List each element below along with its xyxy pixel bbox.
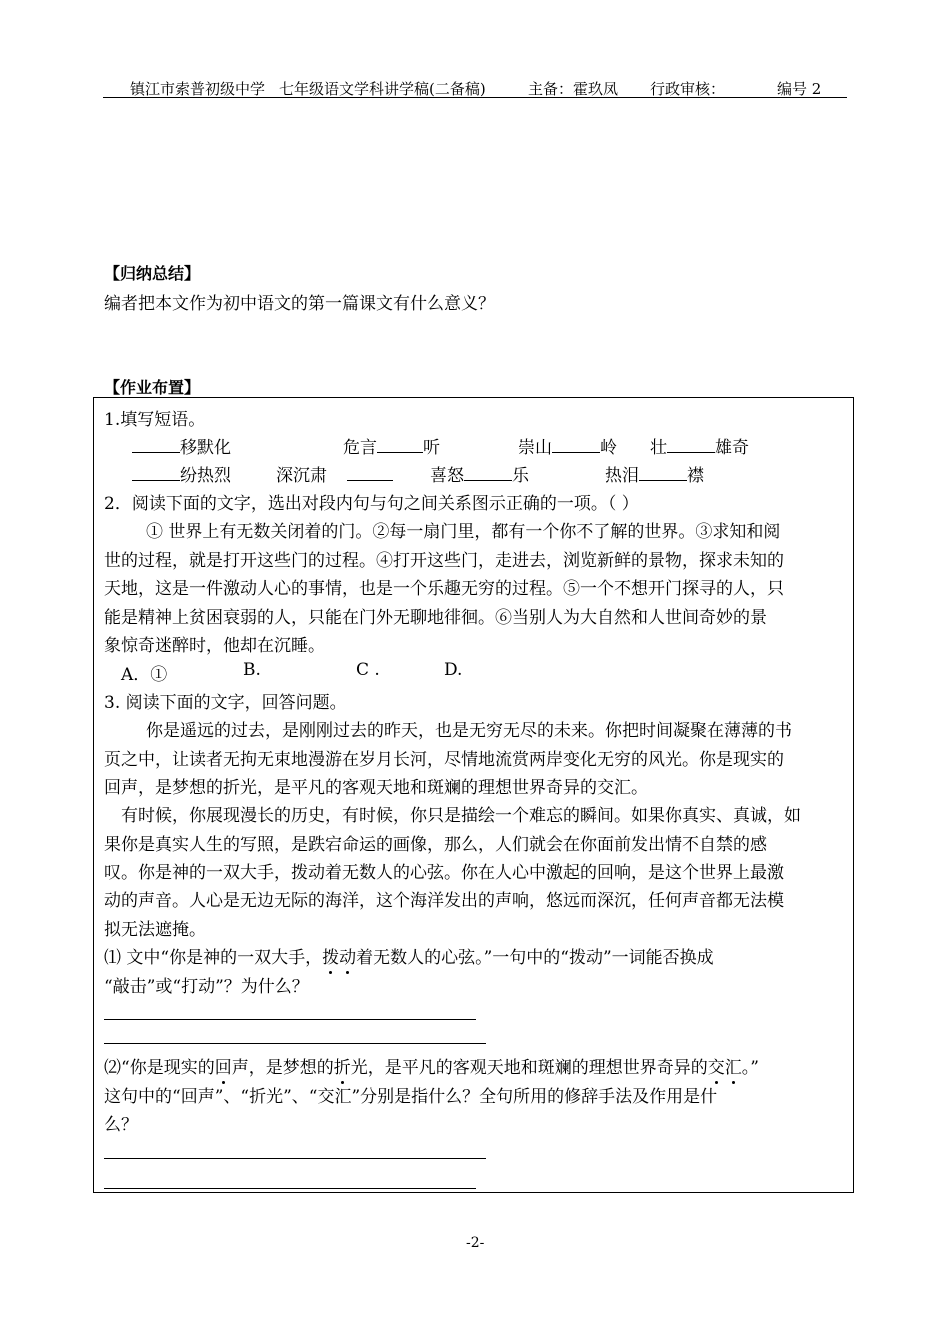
emphasis-char: 回: [214, 1058, 232, 1078]
header-school: 镇江市索普初级中学: [130, 80, 266, 98]
q1-item: 崇山 岭: [518, 438, 617, 458]
emphasis-char: 交: [707, 1058, 725, 1078]
fill-blank[interactable]: [132, 464, 180, 481]
q2-option-a[interactable]: A．①: [121, 665, 168, 685]
q2-line: 象惊奇迷醉时，他却在沉睡。: [104, 636, 325, 656]
header-rule: [103, 97, 847, 98]
summary-question: 编者把本文作为初中语文的第一篇课文有什么意义？: [104, 294, 495, 314]
answer-line[interactable]: [104, 1043, 486, 1044]
q1-item: 喜怒 乐: [430, 466, 529, 486]
q2-option-b[interactable]: B.: [243, 660, 261, 680]
answer-line[interactable]: [104, 1019, 476, 1020]
emphasis-char: 汇: [724, 1058, 742, 1078]
q3-sub2-line2: 这句中的“回声”、“折光”、“交汇”分别是指什么？全句所用的修辞手法及作用是什: [104, 1087, 718, 1107]
q1-item: 危言 听: [343, 438, 440, 458]
q2-option-c[interactable]: C .: [356, 660, 380, 680]
answer-line[interactable]: [104, 1188, 476, 1189]
homework-heading: 【作业布置】: [104, 378, 201, 397]
header-course: 七年级语文学科讲学稿(二备稿): [279, 80, 486, 98]
q3-sub1-line1: ⑴ 文中“你是神的一双大手，拨动着无数人的心弦。”一句中的“拨动”一词能否换成: [104, 948, 714, 968]
emphasis-char: 动: [339, 948, 357, 968]
fill-blank[interactable]: [132, 436, 180, 453]
q1-item: 壮 雄奇: [650, 438, 749, 458]
q3-title: 3. 阅读下面的文字，回答问题。: [104, 693, 347, 713]
fill-blank[interactable]: [464, 464, 512, 481]
fill-blank[interactable]: [639, 464, 687, 481]
q3-sub2-line1: ⑵“你是现实的回声，是梦想的折光，是平凡的客观天地和斑斓的理想世界奇异的交汇。”: [104, 1058, 759, 1078]
q3-para2-line: 拟无法遮掩。: [104, 920, 206, 940]
answer-line[interactable]: [104, 1158, 486, 1159]
q1-title: 1.填写短语。: [104, 410, 206, 430]
emphasis-char: 折: [333, 1058, 351, 1078]
fill-blank[interactable]: [667, 436, 715, 453]
q3-para2-line: 动的声音。人心是无边无际的海洋，这个海洋发出的声响，悠远而深沉，任何声音都无法模: [104, 891, 784, 911]
fill-blank[interactable]: [552, 436, 600, 453]
header-editor: 主备：霍玖凤: [528, 80, 619, 98]
q3-para2-line: 果你是真实人生的写照，是跌宕命运的画像，那么，人们就会在你面前发出情不自禁的感: [104, 835, 767, 855]
q3-para2-line: 有时候，你展现漫长的历史，有时候，你只是描绘一个难忘的瞬间。如果你真实、真诚，如: [121, 806, 801, 826]
header-number: 编号 2: [777, 80, 822, 98]
page-number: -2-: [466, 1235, 485, 1251]
q2-option-d[interactable]: D.: [444, 660, 463, 680]
header-review: 行政审核：: [650, 80, 726, 98]
emphasis-char: 拨: [322, 948, 340, 968]
q1-item: 深沉肃: [276, 461, 393, 486]
q2-line: 能是精神上贫困衰弱的人，只能在门外无聊地徘徊。⑥当别人为大自然和人世间奇妙的景: [104, 608, 767, 628]
q3-para1-line: 回声，是梦想的折光，是平凡的客观天地和斑斓的理想世界奇异的交汇。: [104, 778, 648, 798]
q2-line: ① 世界上有无数关闭着的门。②每一扇门里，都有一个你不了解的世界。③求知和阅: [146, 522, 781, 542]
q2-title: 2．阅读下面的文字，选出对段内句与句之间关系图示正确的一项。（ ）: [104, 494, 639, 514]
summary-heading: 【归纳总结】: [104, 264, 201, 283]
q3-sub1-line2: “敲击”或“打动”？为什么？: [104, 977, 309, 997]
q3-sub2-line3: 么？: [104, 1115, 138, 1135]
q2-line: 天地，这是一件激动人心的事情，也是一个乐趣无穷的过程。⑤一个不想开门探寻的人，只: [104, 579, 784, 599]
q3-para1-line: 你是遥远的过去，是刚刚过去的昨天，也是无穷无尽的未来。你把时间凝聚在薄薄的书: [146, 721, 792, 741]
q1-item: 热泪 襟: [605, 466, 704, 486]
q1-item: 纷热烈: [132, 461, 231, 486]
q2-line: 世的过程，就是打开这些门的过程。④打开这些门，走进去，浏览新鲜的景物，探求未知的: [104, 551, 784, 571]
fill-blank[interactable]: [377, 436, 423, 453]
q1-item: 移默化: [132, 433, 231, 458]
q3-para1-line: 页之中，让读者无拘无束地漫游在岁月长河，尽情地流赏两岸变化无穷的风光。你是现实的: [104, 750, 784, 770]
q3-para2-line: 叹。你是神的一双大手，拨动着无数人的心弦。你在人心中激起的回响，是这个世界上最激: [104, 863, 784, 883]
fill-blank[interactable]: [347, 464, 393, 481]
